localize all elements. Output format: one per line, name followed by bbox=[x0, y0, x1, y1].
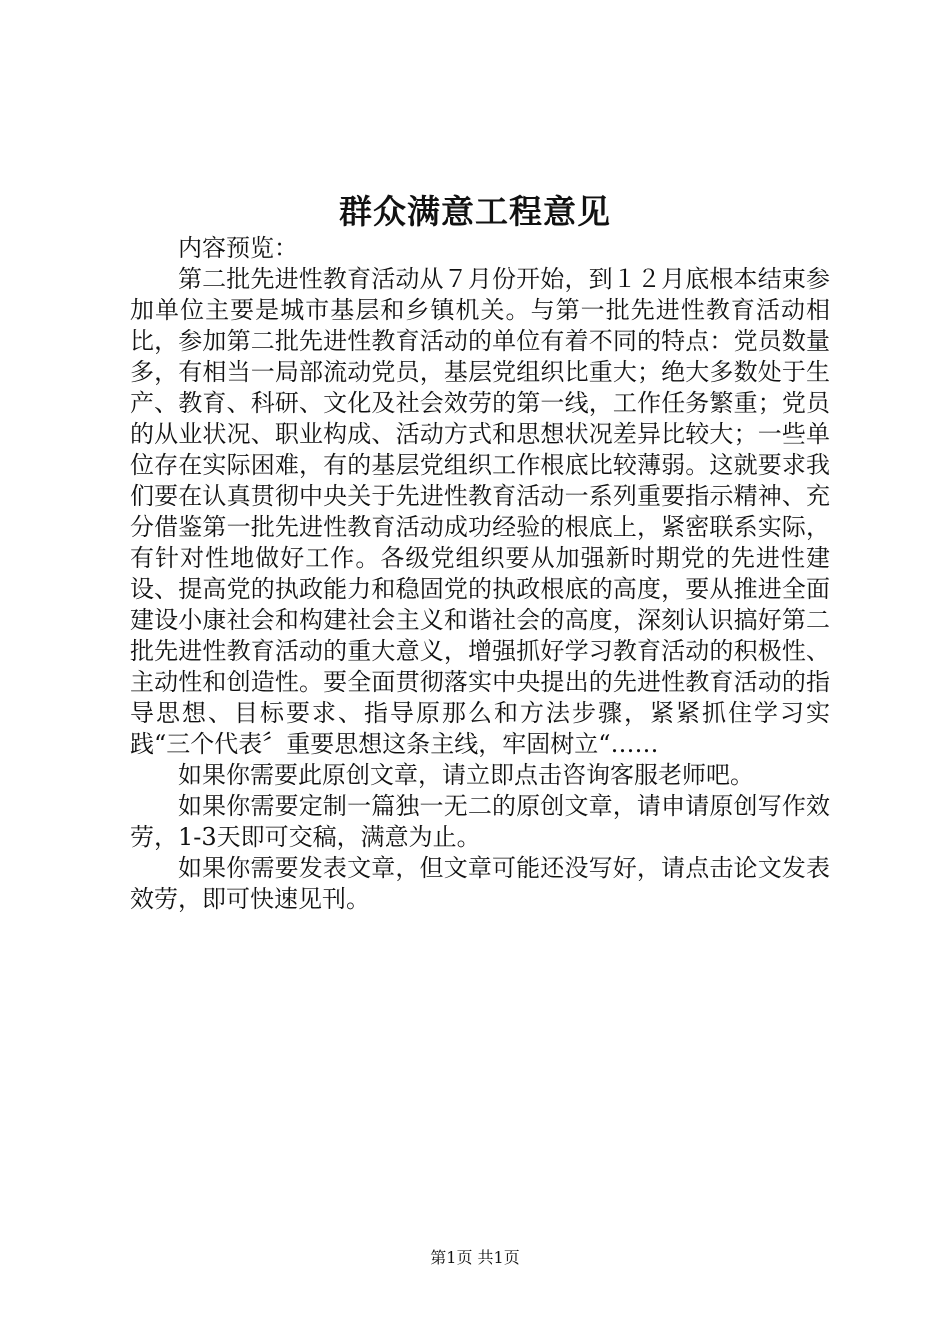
publish-paragraph: 如果你需要发表文章，但文章可能还没写好，请点击论文发表效劳，即可快速见刊。 bbox=[130, 854, 830, 913]
custom-writing-paragraph: 如果你需要定制一篇独一无二的原创文章，请申请原创写作效劳，1-3天即可交稿，满意为止。 bbox=[130, 792, 830, 851]
preview-label: 内容预览： bbox=[178, 234, 298, 262]
preview-paragraph: 第二批先进性教育活动从７月份开始，到１２月底根本结束参加单位主要是城市基层和乡镇机关。与第一批先进性教育活动相比，参加第二批先进性教育活动的单位有着不同的特点：党员数量多，有相当一局部流动党员，基层党组织比重大；绝大多数处于生产、教育、科研、文化及社会效劳的第一线，工作任务繁重；党员的从业状况、职业构成、活动方式和思想状况差异比较大；一些单位存在实际困难，有的基层党组织工作根底比较薄弱。这就要求我们要在认真贯彻中央关于先进性教育活动一系列重要指示精神、充分借鉴第一批先进性教育活动成功经验的根底上，紧密联系实际，有针对性地做好工作。各级党组织要从加强新时期党的先进性建设、提高党的执政能力和稳固党的执政根底的高度，要从推进全面建设小康社会和构建社会主义和谐社会的高度，深刻认识搞好第二批先进性教育活动的重大意义，增强抓好学习教育活动的积极性、主动性和创造性。要全面贯彻落实中央提出的先进性教育活动的指导思想、目标要求、指导原那么和方法步骤，紧紧抓住学习实践“三个代表〞重要思想这条主线，牢固树立“…… bbox=[130, 265, 830, 758]
document-body bbox=[130, 233, 830, 915]
page-footer: 第1页 共1页 bbox=[430, 1248, 520, 1267]
document-title: 群众满意工程意见 bbox=[339, 192, 611, 231]
consult-paragraph: 如果你需要此原创文章，请立即点击咨询客服老师吧。 bbox=[178, 761, 754, 789]
